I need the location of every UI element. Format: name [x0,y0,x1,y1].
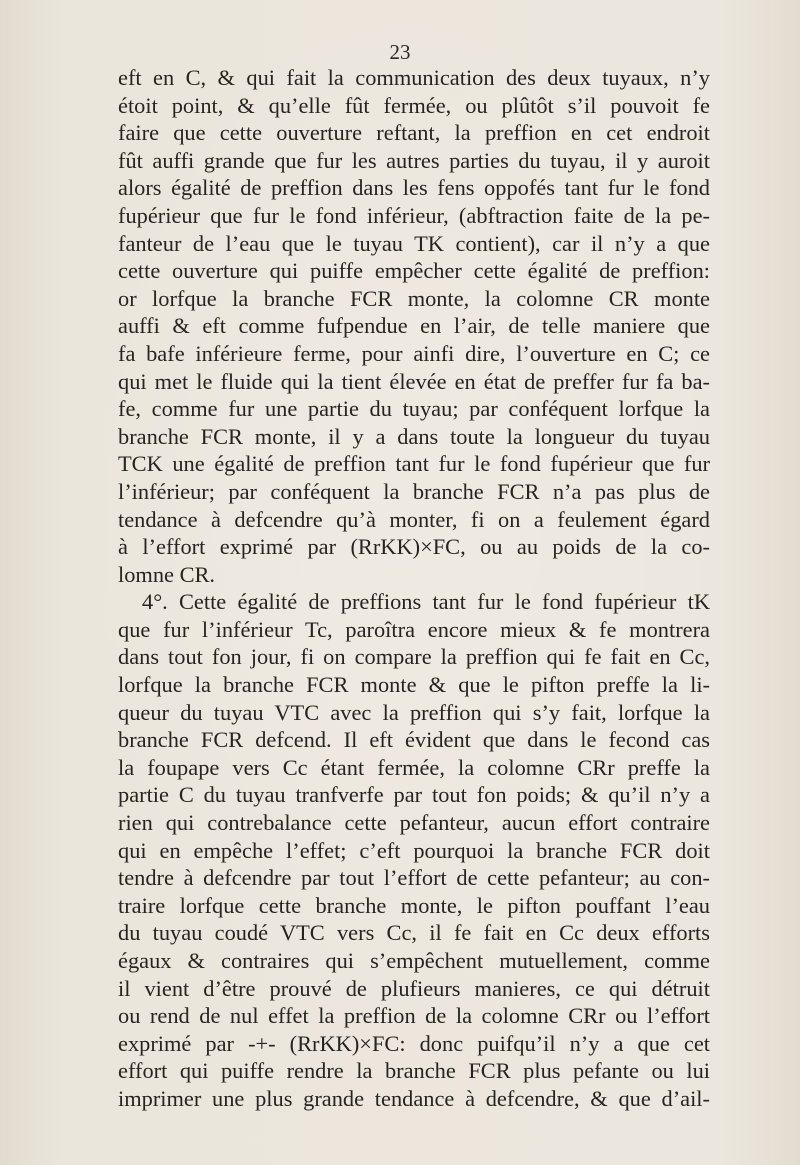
text-line: branche FCR monte, il y a dans toute la longueur du tuyau [118,423,710,449]
body-text [118,64,710,1113]
text-line: alors égalité de preffion dans les fens oppofés tant fur le fond [118,175,710,201]
text-line: qui met le fluide qui la tient élevée en état de preffer fur fa ba- [118,368,710,394]
text-line: auffi & eft comme fufpendue en l’air, de telle maniere que [118,313,710,339]
text-line: exprimé par -+- (RrKK)×FC: donc puifqu’il n’y a que cet [118,1030,710,1056]
text-line: queur du tuyau VTC avec la preffion qui s’y fait, lorfque la [118,699,710,725]
text-line: faire que cette ouverture reftant, la preffion en cet endroit [118,120,710,146]
text-line: lorfque la branche FCR monte & que le pifton preffe la li- [118,672,710,698]
text-line: du tuyau coudé VTC vers Cc, il fe fait en Cc deux efforts [118,920,710,946]
text-line: effort qui puiffe rendre la branche FCR plus pefante ou lui [118,1058,710,1084]
text-line: étoit point, & qu’elle fût fermée, ou plûtôt s’il pouvoit fe [118,92,710,118]
text-line: la foupape vers Cc étant fermée, la colomne CRr preffe la [118,754,710,780]
text-line: fe, comme fur une partie du tuyau; par conféquent lorfque la [118,396,710,422]
text-line: il vient d’être prouvé de plufieurs manieres, ce qui détruit [118,975,710,1001]
page-number: 23 [389,40,411,64]
text-line: branche FCR defcend. Il eft évident que dans le fecond cas [118,727,710,753]
text-line: or lorfque la branche FCR monte, la colomne CR monte [118,285,710,311]
text-line: rien qui contrebalance cette pefanteur, aucun effort contraire [118,810,710,836]
text-line: fupérieur que fur le fond inférieur, (abftraction faite de la pe- [118,202,710,228]
text-line: fût auffi grande que fur les autres parties du tuyau, il y auroit [118,147,710,173]
text-line: dans tout fon jour, fi on compare la preffion qui fe fait en Cc, [118,644,710,670]
text-line: tendre à defcendre par tout l’effort de cette pefanteur; au con- [118,865,710,891]
text-line: tendance à defcendre qu’à monter, fi on a feulement égard [118,506,710,532]
text-line: lomne CR. [118,561,216,587]
text-line: fa bafe inférieure ferme, pour ainfi dire, l’ouverture en C; ce [118,340,710,366]
text-line: l’inférieur; par conféquent la branche FCR n’a pas plus de [118,478,710,504]
text-line: imprimer une plus grande tendance à defcendre, & que d’ail- [118,1085,710,1111]
text-line: traire lorfque cette branche monte, le pifton pouffant l’eau [118,892,710,918]
text-line: eft en C, & qui fait la communication des deux tuyaux, n’y [118,65,710,90]
text-line: TCK une égalité de preffion tant fur le fond fupérieur que fur [118,451,710,477]
text-line: ou rend de nul effet la preffion de la colomne CRr ou l’effort [118,1003,710,1029]
paragraph-start-line: 4°. Cette égalité de preffions tant fur le fond fupérieur tK [142,589,710,615]
text-line: à l’effort exprimé par (RrKK)×FC, ou au poids de la co- [118,534,710,560]
text-line: partie C du tuyau tranfverfe par tout fon poids; & qu’il n’y a [118,782,710,808]
text-line: que fur l’inférieur Tc, paroîtra encore mieux & fe montrera [118,616,710,642]
text-line: égaux & contraires qui s’empêchent mutuellement, comme [118,948,710,973]
text-line: qui en empêche l’effet; c’eft pourquoi la branche FCR doit [118,837,710,863]
text-line: cette ouverture qui puiffe empêcher cette égalité de preffion: [118,258,710,284]
text-line: fanteur de l’eau que le tuyau TK contient), car il n’y a que [118,230,710,256]
